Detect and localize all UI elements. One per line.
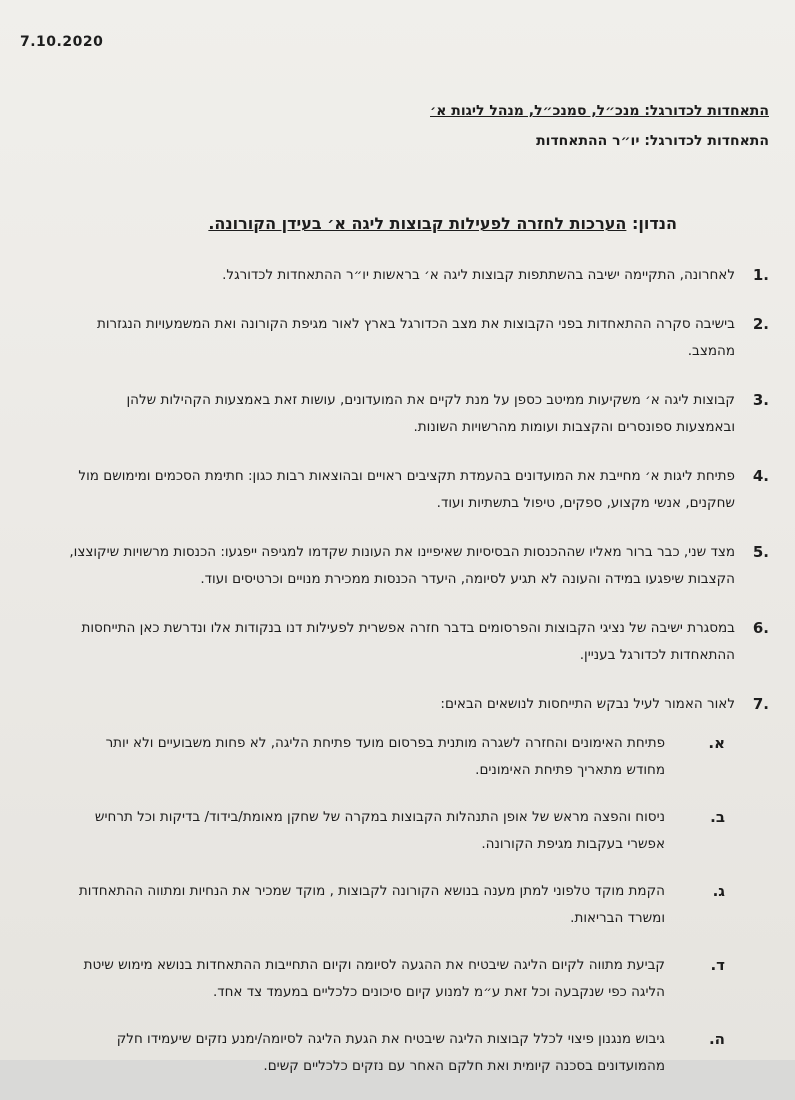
subitem-letter: ג. <box>712 882 725 900</box>
sublist-item <box>65 804 725 858</box>
item-text: בישיבה סקרה ההתאחדות בפני הקבוצות את מצב הכדורגל בארץ לאור מגיפת הקורונה ואת המשמעויות הנגזרות מהמצב. <box>96 316 735 359</box>
item-number: .3 <box>752 391 769 409</box>
subitem-text: ניסוח והפצה מראש של אופן התנהלות הקבוצות במקרה של שחקן מאומת/בידוד/ בדיקות וכל תרחיש אפשרי בעקבות מגיפת הקורונה. <box>94 809 665 852</box>
subitem-letter: ד. <box>710 956 725 974</box>
list-item <box>69 539 769 593</box>
subitem-text: קביעת מתווה לקיום הליגה שיבטיח את ההגעה לסיומה וקיום התחייבות ההתאחדות בנושא מימוש שיטת הליגה כפי שנקבעה וכל זאת ע״מ למנוע קיום סיכונים כלכליים במעמד צד אחד. <box>83 957 665 1000</box>
sublist-item <box>65 730 725 784</box>
subject-prefix: הנדון: <box>631 214 677 233</box>
subitem-letter: א. <box>708 734 725 752</box>
item-text: לאחרונה, התקיימה ישיבה בהשתתפות קבוצות ליגה א׳ בראשות יו״ר ההתאחדות לכדורגל. <box>222 267 735 283</box>
item-number: .6 <box>752 619 769 637</box>
addressees-block <box>430 96 769 156</box>
list-item <box>69 262 769 289</box>
item-text: פתיחת ליגות א׳ מחייבת את המועדונים בהעמדת תקציבים ראויים ובהוצאות רבות כגון: חתימת הסכמים ומימושם מול שחקנים, אנשי מקצוע, ספקים, טיפול בתשתיות ועוד. <box>78 468 735 511</box>
addressee-line-1: התאחדות לכדורגל: מנכ״ל, סמנכ״ל, מנהל ליגות א׳ <box>430 103 769 119</box>
item-number: .1 <box>752 266 769 284</box>
addressee-line-2: התאחדות לכדורגל: יו״ר ההתאחדות <box>536 133 769 149</box>
list-item <box>69 615 769 669</box>
subitem-letter: ב. <box>710 808 725 826</box>
item-number: .4 <box>752 467 769 485</box>
subitem-letter: ה. <box>708 1030 725 1048</box>
item-number: .2 <box>752 315 769 333</box>
sublist-item <box>65 952 725 1006</box>
list-item <box>69 311 769 365</box>
item-number: .5 <box>752 543 769 561</box>
item-text: במסגרת ישיבה של נציגי הקבוצות והפרסומים בדבר חזרה אפשרית לפעילות דנו בנקודות אלו ונדרשת כאן התייחסות ההתאחדות לכדורגל בעניין. <box>81 620 735 663</box>
sublist-item <box>65 1026 725 1080</box>
sublist-item <box>65 878 725 932</box>
item-text: קבוצות ליגה א׳ משקיעות ממיטב כספן על מנת לקיים את המועדונים, עושות זאת באמצעות הקהילות שלהן ובאמצעות ספונסרים והקצבות ועומות מהרשויות השונות. <box>126 392 735 435</box>
list-item <box>69 387 769 441</box>
subject-line <box>208 214 677 233</box>
item-text: מצד שני, כבר ברור מאליו שההכנסות הבסיסיות שאיפיינו את העונות שקדמו למגיפה ייפגעו: הכנסות מרשויות שיקוצצו, הקצבות שיפגעו במידה והעונה לא תגיע לסיומה, היעדר הכנסות ממכירת מנויים וכרטיסים ועוד. <box>69 544 735 587</box>
subitem-text: פתיחת האימונים והחזרה לשגרה מותנית בפרסום מועד פתיחת הליגה, לא פחות משבועיים ולא יותר מחודש מתאריך פתיחת האימונים. <box>105 735 665 778</box>
subject-text: הערכות לחזרה לפעילות קבוצות ליגה א׳ בעידן הקורונה. <box>208 214 627 233</box>
subitem-text: הקמת מוקד טלפוני למתן מענה בנושא הקורונה לקבוצות , מוקד שמכיר את הנחיות ומתווה ההתאחדות ומשרד הבריאות. <box>78 883 665 926</box>
list-item <box>69 691 769 718</box>
item-text: לאור האמור לעיל נבקש התייחסות לנושאים הבאים: <box>440 696 735 712</box>
document-date: 7.10.2020 <box>20 34 104 50</box>
numbered-list <box>69 262 769 740</box>
subitem-text: גיבוש מנגנון פיצוי לכלל קבוצות הליגה שיבטיח את הגעת הליגה לסיומה/ימנע נזקים שיעמידו חלק מהמועדונים בסכנה קיומית ואת חלקם האחר עם נזקים כלכליים קשים. <box>116 1031 665 1074</box>
lettered-sublist <box>65 730 725 1100</box>
item-number: .7 <box>752 695 769 713</box>
list-item <box>69 463 769 517</box>
